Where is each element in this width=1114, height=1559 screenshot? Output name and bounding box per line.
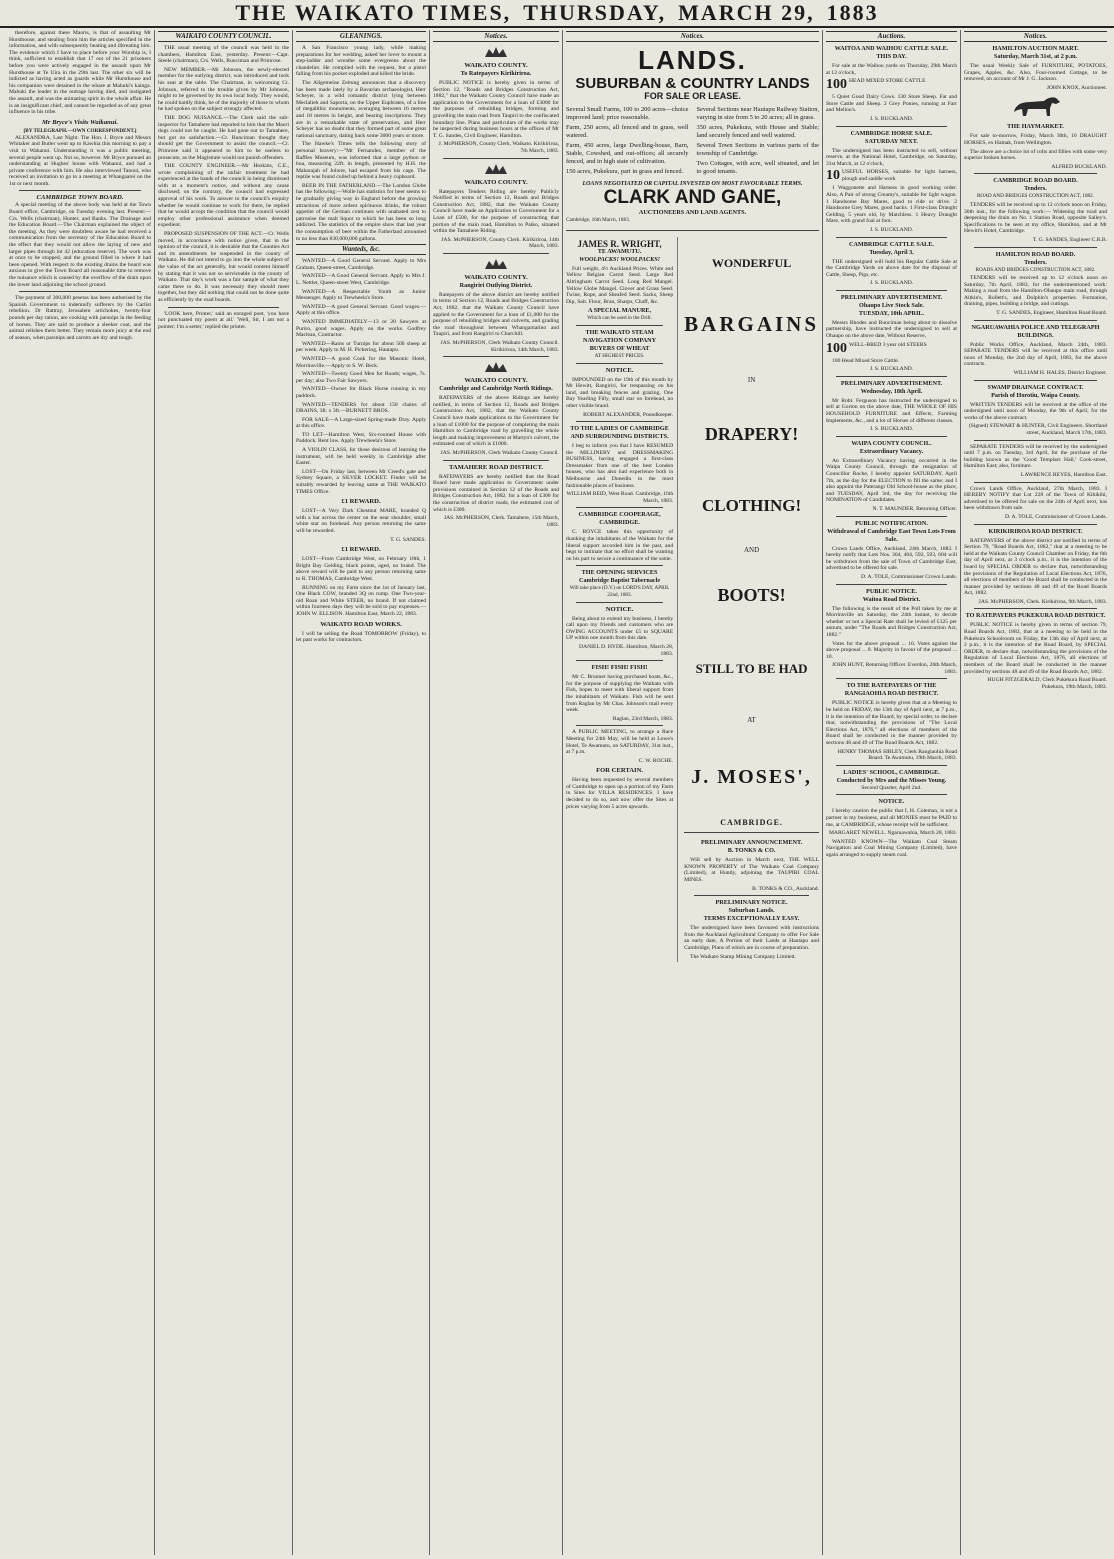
ngaruawahia-heading: NGARUAWAHIA POLICE AND TELEGRAPH BUILDINGS. [971, 323, 1100, 339]
auction-mart-text: The usual Weekly Sale of FURNITURE, POTATOES, Grapes, Apples, &c. Also, Four-roomed Cottage, to be removed, on account of Mr J. G. Jackson. [964, 63, 1107, 83]
kirikiriroa-text: RATEPAYERS of the above district are notified in terms of Section 79, "Road Boards Act, 1882," that at a meeting to be held at the Waikato County Council Chamber on Friday, the 6th day of April next, at 3 o'clock p.m., it is the intention of the board by SPECIAL ORDER to declare that, notwithstanding the provisions of the Regulation of Local Elections Act, 1876, all elections of members of the Board shall be conducted in the manner provided by sections 48 and 49 of the Road Boards Act, 1882. [964, 537, 1107, 597]
lands-right-list [697, 104, 820, 178]
county-notice-signature: JAS. McPHERSON, County Clerk. Kirikiriroa, 14th March, 1883. [441, 236, 559, 250]
divider [19, 291, 141, 292]
town-board-article: A special meeting of the above body was held at the Town Board office, Cambridge, on Tuesday evening last. Present:—Crs. Wells (chairman), Hunter, and Banks. The Drainage and the Education Board.—The Chairman explained the object of the meeting. As they were doubtless aware he had received a communication from the secretary of the Education Board to the effect that they would not allow the laying of new and larger pipes through lot 42 (education reserve). The work was at once to be stopped, and the ground filled in where it had been opened. With respect to the existing drains the board was anxious to give the Town Board all reasonable time to remove the nuisance which is caused by the overflow of the drain upon the lower land adjoining the school ground. [9, 202, 151, 288]
wright-location: TE AWAMUTU. [597, 247, 642, 255]
column-6 [823, 30, 961, 1555]
land-item: 350 acres, Pukekura, with House and Stable; land securely fenced and well watered. [696, 123, 819, 139]
notices-header: Notices. [964, 31, 1107, 42]
rangiaohia-heading: TO THE RATEPAYERS OF THE RANGIAOHIA ROAD DISTRICT. [844, 682, 939, 698]
services-subheading: Cambridge Baptist Tabernacle [579, 577, 661, 585]
tonks-signature: B. TONKS & CO., Auckland. [752, 885, 819, 892]
cattle-sale-day: THIS DAY. [876, 53, 907, 60]
column-1 [6, 30, 155, 1555]
services-heading: THE OPENING SERVICES [581, 569, 658, 577]
wanted-ad: LOST—On Friday last, between Mr Creed's gate and Sydney Square, a SILVER LOCKET. Finder will be suitably rewarded by leaving same at THE WAIKATO TIMES Office. [296, 468, 426, 495]
tamahere-text: RATEPAYERS are hereby notified that the Road Board have made application to Government under provisions contained in Section 12 of the Roads and Bridges Construction Act, 1882, for a loan of £300 for the construction of district roads, the estimated cost of which is £300. [433, 473, 559, 513]
road-works-text: I will be selling the Road TOMORROW (Friday), to let past works for contractors. [296, 630, 426, 644]
auction-mart-day: Saturday, March 31st, at 2 p.m. [993, 53, 1078, 60]
caution-signature: MARGARET NEWELL. Ngaruawahia, March 28, 1883. [828, 830, 957, 837]
county-notice-signature: JAS. McPHERSON, Clerk Waikato County Council. [440, 449, 559, 456]
lead-article: therefore, against these Maoris, is that of assaulting Mr Hursthouse, and stealing from him the articles specified in the information, and with subsequently beating and illtreating him. The evidence which I have to place before your Worship is, I think, sufficient to establish that 17 out of the 21 prisoners before you were actively engaged in the assault upon Mr Hursthouse at Te Uira in the 29th last. The other six will be indicted as having acted as guards while Mr Hursthouse and his companion were detained in the whare at Mahuki's kainga. Mahuki the leader in the outrage having died, and instigated the assault, and was the animating spirit in the whole affair. He is an insignificant chief, and cannot be regarded as of any great influence in his tribe. [9, 30, 151, 116]
divider [836, 126, 947, 127]
divider [576, 363, 663, 364]
rangiaohia-signature: HENRY THOMAS SIBLEY, Clerk Rangiaohia Road Board. Te Awamutu, 19th March, 1883. [837, 748, 957, 762]
boots-word: BOOTS! [717, 584, 786, 605]
notices-header: Notices. [566, 31, 819, 42]
pukekura-heading: TO RATEPAYERS PUKEKURA ROAD DISTRICT. [965, 612, 1106, 620]
public-notice-subheading: Waitoa Road District. [862, 595, 921, 603]
columns [6, 30, 1110, 1555]
land-item: Several Small Farms, 100 to 200 acres—choice improved land; price reasonable. [566, 105, 689, 121]
tenders-subheading: Tenders. [1024, 258, 1047, 266]
county-notice-subheading: Rangiriri Outlying District. [459, 281, 533, 289]
notices-header: Notices. [433, 31, 559, 42]
hyde-notice-text: Being about to extend my business, I hereby call upon my friends and customers who are OWING ACCOUNTS under £5 to SQUARE UP within one month from this date. [566, 615, 674, 642]
auctions-header: Auctions. [826, 31, 957, 42]
kirikiriroa-heading: KIRIKIRIROA ROAD DISTRICT. [988, 527, 1083, 535]
wanted-ad: A VIOLIN CLASS, for those desirous of learning the instrument, will be held weekly in Cambridge after Easter. [296, 447, 426, 467]
prelim-ad-heading: PRELIMINARY ADVERTISEMENT. [840, 379, 943, 387]
hyde-notice-signature: DANIEL D. HYDE. Hamilton, March 28, 1883. [579, 643, 674, 657]
horse-sale-heading: CAMBRIDGE HORSE SALE. [850, 129, 933, 137]
ladies-signature: WILLIAM REID, West Road. Cambridge, 16th March, 1883. [566, 491, 674, 504]
divider [836, 237, 947, 238]
gleaning-paragraph: BEER IN THE FATHERLAND.—The London Globe has the following:—Wolle has statistics for beer seems to be gradually giving way in England before the growing attractions of more ardent spirituous drinks, the robust appetite of the German continues with unabated zest to patronise the malt liquor to which he has been so long addicted. The statistics of the empire show that last year the consumption of beer within the Fatherland amounted to no less than 830,000,000 gallons. [296, 182, 426, 242]
reward-amount: £1 [341, 546, 348, 554]
land-item: Several Town Sections in various parts of the township of Cambridge. [696, 141, 819, 157]
waipa-subheading: Extraordinary Vacancy. [859, 447, 924, 455]
clothing-word: CLOTHING! [701, 496, 802, 516]
lot-number: 100 [826, 78, 847, 93]
cambridge-road-board-heading: CAMBRIDGE ROAD BOARD. [993, 177, 1078, 185]
separate-tenders-signature: LAWRENCE REYES, Hamilton East. [1020, 471, 1107, 478]
land-item: Two Cottages, with acre, well situated, and let to good tenants. [696, 159, 819, 175]
public-notice-votes: Votes for the above proposal ... 10. Votes against the above proposal ... 0. Majority in favour of the proposal ... 10. [826, 640, 957, 660]
terms-heading: TERMS EXCEPTIONALLY EASY. [703, 915, 800, 923]
prelim-ad-heading: PRELIMINARY ADVERTISEMENT. [840, 293, 943, 301]
road-works-heading: WAIKATO ROAD WORKS. [320, 620, 402, 628]
wanteds-heading: Wanteds, &c. [296, 244, 426, 255]
in-word: IN [747, 375, 756, 384]
wanted-ad: WANTED—A good General Servant. Good wages.—Apply at this office. [296, 303, 426, 317]
crest-icon [483, 162, 509, 176]
lands-listings [566, 104, 819, 178]
cambridge-town-board-heading: CAMBRIDGE TOWN BOARD. [36, 194, 124, 202]
separate-tenders-text: SEPARATE TENDERS will be received by the undersigned until 7 p.m. on Tuesday, 3rd April, for the purchase of the building known as the 'Good Templars Hall,' Cook-street, Hamilton East; also, furniture. [964, 443, 1107, 470]
wanted-ad: WANTED IMMEDIATELY—13 or 20 Sawyers at Puriro, good wages. Apply on the works. Godfrey Maclean, Contractor. [296, 318, 426, 339]
fish-signature: Raglan, 23rd March, 1883. [612, 715, 674, 722]
horse-icon [1006, 94, 1066, 120]
divider [19, 190, 141, 191]
divider [836, 794, 947, 795]
ohaupo-heading: Ohaupo Live Stock Sale. [859, 301, 924, 309]
rangiaohia-text: PUBLIC NOTICE is hereby given that at a Meeting to be held on FRIDAY, the 13th day of April next, at 7 p.m., it is the intention of the Board, by special order, to declare that, notwithstanding the provisions of "The Local Elections Act, 1876," all elections of members of the Board shall be conducted in the manner provided by sections 48 and 49 of The Road Boards Act, 1882. [826, 700, 957, 747]
crest-icon [483, 360, 509, 374]
masthead [0, 0, 1114, 28]
divider [684, 832, 819, 833]
lot-number: 10 [826, 169, 840, 184]
printer-anecdote: 'LOOK here, Printer,' said an enraged poet, 'you have not punctuated my poem at all.' 'Well, Sir, I am not a pointer; I'm a setter,' replied the printer. [158, 310, 289, 330]
column-3 [293, 30, 430, 1555]
notification-text: Crown Lands Office, Auckland, 24th March, 1883. I hereby notify that Lots Nos. 304, 404, 592, 593, 604 will be withdrawn from the sale of Town of Cambridge East, advertised to be offered for sale. [826, 545, 957, 572]
divider [836, 516, 947, 517]
caution-heading: NOTICE. [878, 798, 905, 806]
lot-description: WELL-BRED 3 year old STEERS [849, 341, 927, 348]
swamp-text: WRITTEN TENDERS will be received at the office of the undersigned until noon of Monday, the 9th of April, for the works of the above contract. [964, 401, 1107, 421]
wednesday-text: Mr Robt. Ferguson has instructed the undersigned to sell at Gorton on the above date, THE WHOLE OF HIS HOUSEHOLD FURNITURE and Effects, Farming Implements, &c., and a lot of Horses of different classes. [826, 397, 957, 424]
auction-mart-signature: JOHN KNOX, Auctioneer. [1046, 84, 1107, 91]
prelim-notice-heading: PRELIMINARY NOTICE. [715, 899, 788, 907]
auctioneer-name: J. S. BUCKLAND. [869, 366, 914, 373]
column-2 [155, 30, 293, 1555]
masthead-year: 1883 [826, 0, 879, 25]
county-notice-subheading: Cambridge and Cambridge North Ridings. [439, 385, 553, 393]
for-certain-heading: FOR CERTAIN. [596, 767, 644, 775]
bargains-word: BARGAINS [684, 311, 819, 336]
wanted-ad: WANTED—A Good General Servant. Apply to Mrs Graham, Queen-street, Cambridge. [296, 258, 426, 271]
ladies-text: I beg to inform you that I have RESUMED the MILLINERY and DRESSMAKING BUSINESS, having engaged a first-class Dressmaker from one of the best London houses, who has also had experience both in Melbourne and Dunedin in the most fashionable places of business. [566, 443, 674, 489]
wanted-ad: WANTED—Rams or Turnips for about 500 sheep at per week. Apply to M. H. Pickering, Hautapu. [296, 340, 426, 354]
tamahere-heading: TAMAHERE ROAD DISTRICT. [448, 463, 544, 471]
horse-sale-day: SATURDAY NEXT. [865, 137, 918, 145]
divider [443, 460, 549, 461]
county-notice-heading: WAIKATO COUNTY. [464, 178, 528, 186]
tender-text: TENDERS will be received up to 12 o'clock noon on Friday, 30th inst., for the following work:— Widening the road and deepening the drain on No. 1 Station Road, opposite Salley's. Specifications to be seen at my office, Hamilton, and at Mr Hewitt's Hotel, Cambridge. [964, 201, 1107, 235]
auctioneer-name: J. S. BUCKLAND. [869, 226, 914, 233]
council-paragraph: THE COUNTY ENGINEER.—Mr Hoskins, C.E., wrote complaining of the unfair treatment he had experienced at the hands of the council in being dismissed with at a moment's notice, and without any cause disclosed; on the contrary, the council had expressed approval of his work. To answer to the council's enquiry whether he would continue to work for them, he replied that he would accept the condition that the council would employ other professional assistance when deemed expedient. [158, 163, 289, 229]
pukekura-text: PUBLIC NOTICE is hereby given in terms of section 79, Road Boards Act, 1882, that at a meeting to be held in the Pukekura Schoolroom on Friday, the 13th day of April next, at 2 p.m., it is the intention of the Road Board, by SPECIAL ORDER, to declare that, notwithstanding the provisions of the Regulation of Local Elections Act, 1876, all elections of members of the Board shall be conducted in the manner provided by sections 48 and 49 of the Road Boards Act, 1882. [964, 622, 1107, 675]
race-meeting-text: A PUBLIC MEETING, to arrange a Race Meeting for 24th May, will be held at Lowe's Hotel, Te Awamutu, on SATURDAY, 31st inst., at 7 p.m. [566, 729, 674, 756]
wright-heading: JAMES R. WRIGHT, [577, 238, 662, 249]
divider [836, 436, 947, 437]
county-council-heading: WAIKATO COUNTY COUNCIL. [158, 31, 289, 42]
ohaupo-text: Messrs Rhodes and Runciman being about to dissolve partnership, have instructed the undersigned to sell at Ohaupo on the above date, Without Reserve, [826, 319, 957, 340]
horse-sale-text: The undersigned has been instructed to sell, without reserve, at the National Hotel, Cambridge, on Saturday, 31st March, at 12 o'clock, [826, 147, 957, 167]
clark-gane-date: Cambridge, 16th March, 1883. [566, 217, 630, 224]
land-item: Farm, 250 acres, all fenced and in grass, well watered. [566, 123, 689, 139]
waipa-text: An Extraordinary Vacancy having occurred in the Waipa County Council, through the resignation of Councillor Roche, I hereby appoint SATURDAY, April 7th, as the day for the ELECTION to fill the same; and I also appoint the Paterangi Old School-house as the place, and TUESDAY, April 3rd, the day for receiving the NOMINATION of Candidates. [826, 457, 957, 504]
fish-text: Mr C. Brunner having purchased boats, &c., for the purpose of supplying the Waikato with Fish, hopes to meet with liberal support from the inhabitants of Waikato. Fish will be sent from Raglan by Mr Chas. Johnson's mail every week. [566, 674, 674, 714]
column-4 [430, 30, 563, 1555]
column-5 [563, 30, 823, 1555]
act-line: ROADS AND BRIDGES CONSTRUCTION ACT, 1882. [975, 266, 1096, 273]
kirikiriroa-signature: JAS. McPHERSON, Clerk. Kirikiriroa, 9th March, 1883. [978, 598, 1107, 605]
tender-text: TENDERS will be received up to 12 o'clock noon on Saturday, 7th April, 1883, for the undermentioned work: Making a road from the Hamilton-Ohaupo main road, through Aitkin's, Rollett's, and Dolphin's properties. Formation, draining, pipes, building a bridge, and cuttings. [964, 275, 1107, 308]
reward-text: LOST—From Cambridge West, on February 18th, 1 Bright Bay Gelding, black points, aged, no brand. The above reward will be paid to any person returning same to R. THOMAS, Cambridge West. [296, 556, 426, 582]
gleaning-paragraph: A San Francisco young lady, while making preparations for her wedding, asked her lover to mount a step-ladder and wreathe some evergreens about the chandelier. He complied with the request, but a pistol falling from his pocket exploded and killed the bride. [296, 45, 426, 78]
land-item: Several Sections near Hautapu Railway Station, varying in size from 5 to 20 acres; all in grass. [696, 105, 819, 121]
ladies-school-heading: LADIES' SCHOOL, CAMBRIDGE. [843, 768, 940, 776]
crest-icon [483, 45, 509, 59]
notification-subheading: Withdrawal of Cambridge East Town Lots From Sale. [827, 527, 956, 543]
crown-lands-text: Crown Lands Office, Auckland, 27th March, 1883. I HEREBY NOTIFY that Lot 228 of the Town of Kihikihi, advertised to be offered for sale on the 24th of April next, has been withdrawn from sale. [964, 485, 1107, 512]
running-notice: RUNNING on my Farm since the 1st of January last, One Black COW, branded 3Q on rump. One Two-year-old Roan and White STEER, no brand. If not claimed within fourteen days they will be sold to pay expenses.—JOHN W. ELLISON. Hamilton East, March 22, 1883. [296, 584, 426, 617]
ngaruawahia-signature: WILLIAM H. HALES, District Engineer. [1013, 370, 1107, 377]
divider [836, 584, 947, 585]
prelim-heading: PRELIMINARY ANNOUNCEMENT. [700, 839, 803, 847]
county-notice-text: Ratepayers Tenders Riding are hereby Publicly Notified in terms of Section 12, Roads and Bridges Construction Act, 1882, that the Waikato County Council have made an Application to Government for a Loan of £500, for the purpose of constructing that portion of the main road, Hamilton to Paiko, situated within the Tamahere Riding. [433, 188, 559, 235]
reward-text: LOST—A Very Dark Chestnut MARE, branded Q with a bar across the center on the near shoulder, small white star on forehead. Any person returning the same will be rewarded. [296, 508, 426, 534]
cattle-sale-heading: CAMBRIDGE CATTLE SALE. [849, 240, 934, 248]
reward-label: REWARD. [349, 546, 381, 554]
auctioneer-name: J. S. BUCKLAND. [869, 426, 914, 433]
divider [974, 247, 1097, 248]
hyde-notice-heading: NOTICE. [605, 605, 634, 613]
cooperage-subheading: CAMBRIDGE. [599, 519, 640, 527]
tonks-heading: B. TONKS & CO. [727, 847, 776, 855]
public-notice-text: The following is the result of the Poll taken by me at Morrinsville on Saturday, the 24th instant, to decide whether or not a Special Rate shall be levied of £125 per annum, under "The Roads and Bridges Construction Act, 1882." [826, 605, 957, 638]
lot-number: 100 [826, 341, 847, 356]
divider [836, 376, 947, 377]
clark-gane-subtitle: AUCTIONEERS AND LAND AGENTS. [638, 209, 747, 217]
horse-sale-lot [826, 169, 957, 183]
reward-heading [296, 498, 426, 506]
impound-text: IMPOUNDED on the 19th of this month by Mr Hewitt, Rangiriri, for trespassing on his land, and breaking fences and grazing, One Bay Yearling Filly, small star on forehead, no other visible brand. [566, 376, 674, 409]
divider [974, 173, 1097, 174]
bryce-heading: Mr Bryce's Visits Waikanui. [42, 118, 118, 126]
auction-mart-heading: HAMILTON AUCTION MART. [992, 45, 1079, 52]
ladies-school-text: Second Quarter, April 2nd. [861, 784, 922, 791]
divider [576, 507, 663, 508]
ladies-heading: TO THE LADIES OF CAMBRIDGE AND SURROUNDING DISTRICTS. [570, 425, 669, 441]
moses-word: J. MOSES', [691, 765, 812, 788]
still-to-be-had: STILL TO BE HAD [695, 660, 808, 676]
gleanings-heading: GLEANINGS. [296, 31, 426, 42]
divider [576, 602, 663, 603]
gleaning-paragraph: The Allgemeine Zeitung announces that a discovery has been made lately by a Bavarian archaeologist, Herr Scheyer, in a wild romantic district lying between Meclalieh and Saporta, on the Upper Euphrates, of a line of megalithic monuments, averaging between 16 metres and 18 metres in height, and bearing inscriptions. They are in a remarkable state of preservation, and Herr Scheyer has no doubt that they formed part of some great national sanctuary, dating back some 3000 years or more. [296, 79, 426, 139]
divider [168, 307, 279, 308]
and-word: AND [743, 546, 760, 555]
divider [566, 230, 819, 231]
divider [443, 356, 549, 357]
council-paragraph: PROPOSED SUSPENSION OF THE ACT.—Cr. Wells moved, in accordance with notice given, that in the opinion of the council, it is desirable that the Counties Act and its amendments be suspended in the county of Waikato. He did not intend to go into the whole subject of the value of the act generally, but would content himself by stating that it was not so serviceable in the county of Waikato. That day's work was a fair sample of what they came there to do. It was necessary they should meet together, but they did nothing that could not be done quite as efficiently by the road boards. [158, 231, 289, 303]
column-5-split [566, 237, 819, 962]
crown-lands-signature: D. A. TOLE, Commissioner of Crown Lands. [1004, 513, 1107, 520]
waipa-heading: WAIPA COUNTY COUNCIL. [851, 439, 932, 447]
lands-left-list [566, 104, 689, 178]
wanted-known-text: WANTED KNOWN—The Waikato Coal Steam Navigation and Coal Mining Company (Limited), have again arranged to supply steam coal. [826, 838, 957, 858]
cattle-sale-text: THE undersigned will hold his Regular Cattle Sale at the Cambridge Yards on above date for the disposal of Cattle, Sheep, Pigs, etc. [826, 258, 957, 278]
lands-ad [566, 45, 819, 224]
divider [974, 482, 1097, 483]
wanted-ad: WANTED—TENDERS for about 150 chains of DRAINS, 3ft. x 3ft.—BURNETT BROS. [296, 401, 426, 415]
county-notice-signature: J. McPHERSON, County Clerk, Waikato. Kirikiriroa, 7th March, 1883. [438, 141, 559, 154]
cattle-sale-heading: WAITOA AND WAIHOU CATTLE SALE. [834, 45, 949, 52]
terms-text: The undersigned have been favoured with instructions from the Auckland Agricultural Company to offer For Sale an early date, A Portion of their Lands at Hautapu and Cambridge, Plans of which are in course of preparation. [684, 925, 819, 951]
county-notice-subheading: To Ratepayers Kirikiriroa. [460, 70, 532, 77]
cattle-sale-list: 5 Quiet Good Dairy Cows. 130 Store Sheep. Fat and Store Cattle and Sheep. 2 Grey Ponies, running at Farr and Mellon's. [826, 94, 957, 114]
impound-signature: ROBERT ALEXANDER, Poundkeeper. [583, 411, 674, 418]
divider [974, 320, 1097, 321]
wanted-ad: TO LET—Hamilton West, Six-roomed House with Paddock. Rent low. Apply Trewheela's Store. [296, 431, 426, 445]
reward-heading [296, 546, 426, 554]
clark-gane-title: CLARK AND GANE, [603, 187, 782, 209]
column-5-right [684, 237, 819, 962]
swamp-subheading: Parish of Horotiu, Waipa County. [991, 391, 1080, 399]
gleaning-paragraph: The Hawke's Times tells the following story of personal bravery:—"Mr Fernandez, member of the Raffles Museum, was informed that a large python or boa, measuring 22ft. in length, presented by H.H. the Maharajah of Johore, had escaped from his cage. The reptile was found coiled up behind a heavy cupboard. [296, 141, 426, 181]
county-notice-heading: WAIKATO COUNTY. [464, 273, 528, 281]
ohaupo-list: 100 Head Mixed Store Cattle. [832, 357, 899, 364]
land-item: 150 acres, Pukekura, part in grass and fenced. [566, 167, 684, 175]
steam-text: AT HIGHEST PRICES. [594, 352, 645, 359]
divider [576, 325, 663, 326]
wonderful-word: WONDERFUL [711, 255, 792, 270]
council-paragraph: THE usual meeting of the council was held in the chambers, Hamilton East, yesterday. Present:—Capt. Steele (chairman), Crs. Wells, Runciman and Primrose. [158, 45, 289, 65]
swamp-heading: SWAMP DRAINAGE CONTRACT. [987, 383, 1084, 391]
reward-signature: T. G. SANDES. [390, 536, 426, 543]
tamahere-signature: JAS. McPHERSON, Clerk. Tamahere, 15th March, 1883. [443, 515, 559, 528]
notification-heading: PUBLIC NOTIFICATION. [855, 519, 928, 527]
county-notice-heading: WAIKATO COUNTY. [464, 62, 528, 69]
swamp-signature: (Signed) STEWART & HUNTER, Civil Engineers. Shortland street, Auckland, March 17th, 1883. [968, 423, 1107, 436]
for-certain-text: Having been requested by several members of Cambridge to open up a portion of my Farm in Sites for VILLA RESIDENCES. I have decided to do so, and now offer the Sites at prices varying from 5 acres upwards. [566, 777, 674, 810]
news-paragraph: The payment of 300,000 pesetas has been authorised by the Spanish Government to indemnify sufferers by the Carlist rebellion. Dr Rattray, Jerusalem artichokes, twenty-four pounds per day ration, are cooking with parsnips in the feeding of horses. They are said to produce a sleeker coat, and the animal relishes them better. They remain more juicy at the end of season, when parsnips and carrots are dry and tough. [9, 295, 151, 341]
act-line: ROAD AND BRIDGES CONSTRUCTION ACT, 1882. [976, 193, 1095, 200]
waipa-signature: N. T. MAUNDER, Returning Officer. [872, 505, 957, 512]
wanted-ad: FOR SALE—A Large-sized Spring-made Dray. Apply at this office. [296, 416, 426, 430]
masthead-day: THURSDAY, [523, 0, 667, 25]
suburban-lands-heading: Suburban Lands. [728, 907, 775, 915]
ohaupo-lot [826, 342, 957, 356]
cooperage-text: C. BOYCE takes this opportunity of thanking the inhabitants of the Waikato for the liberal support accorded him in the past, and begs to intimate that no effort shall be wanting on his part to secure a continuance of the same. [566, 529, 674, 562]
crest-icon [483, 257, 509, 271]
impound-heading: NOTICE. [605, 366, 634, 374]
company-line: The Waikato Stamp Mining Company Limited. [690, 953, 796, 960]
divider [836, 678, 947, 679]
lot-description: USEFUL HORSES, suitable for light harness, plough and saddle work [842, 169, 957, 182]
cattle-sale-day: Tuesday, April 3. [869, 248, 914, 256]
cambridge-word: CAMBRIDGE. [720, 817, 783, 827]
masthead-date: MARCH 29, [678, 0, 815, 25]
county-notice-heading: WAIKATO COUNTY. [464, 377, 528, 385]
wanted-ad: WANTED—A good Cook for the Masonic Hotel, Morrinsville.—Apply to S. W. Beck. [296, 355, 426, 369]
cooperage-heading: CAMBRIDGE COOPERAGE, [578, 511, 661, 519]
county-notice-signature: JAS. McPHERSON, Clerk Waikato County Council. Kirikiriroa, 14th March, 1883. [440, 340, 559, 353]
steam-heading: THE WAIKATO STEAM NAVIGATION COMPANY [583, 328, 657, 344]
notification-signature: D. A. TOLE, Commissioner Crown Lands. [861, 573, 957, 580]
divider [576, 725, 663, 726]
lands-subtitle: SUBURBAN & COUNTRY LANDS [575, 75, 810, 92]
wanted-ad: WANTED—A Good General Servant. Apply to Mrs J. L. Nettlet, Queen-street West, Cambridge. [296, 273, 426, 286]
divider [974, 440, 1097, 441]
lands-subtitle-2: FOR SALE OR LEASE. [644, 91, 741, 101]
council-paragraph: NEW MEMBER.—Mr Johnson, the newly-elected member for the outlying district, was introduced and took his seat at the table. The Chairman, in welcoming Cr. Johnson, referred to the trouble given by Mr Johnson, might to be governed by its own local body. They would, he could hardly think, be of the majority of those to whom he had spoken on the subject strongly affected. [158, 66, 289, 113]
haymarket-text: For sale to-morrow, Friday, March 30th, 10 DRAUGHT HORSES, ex Hamak, from Wellington. [964, 133, 1107, 146]
drapery-word: DRAPERY! [704, 424, 799, 445]
services-text: Will take place (D.V.) on LORD'S DAY, APRIL 22nd, 1883. [569, 585, 670, 598]
divider [974, 380, 1097, 381]
council-paragraph: THE DOG NUISANCE.—The Clerk said the sub-inspector for Tamahere had reported to him that the Maori dogs could not be caught. He had gone out to Tamahere, but got no satisfaction.—Cr. Runciman thought they should get the Government to assist the council.—Cr. Primrose said it appeared to him to be useless to prosecute, as the Magistrate would not punish offenders. [158, 114, 289, 161]
lands-title: LANDS. [638, 45, 747, 75]
bryce-subheading: [BY TELEGRAPH.—OWN CORRESPONDENT.] [23, 127, 137, 134]
divider [974, 608, 1097, 609]
divider [694, 895, 809, 896]
public-notice-heading: PUBLIC NOTICE. [866, 587, 917, 595]
haymarket-text: The above are a choice lot of colts and fillies with some very superior broken horses. [964, 148, 1107, 162]
tenders-subheading: Tenders. [1024, 185, 1047, 193]
lot-description: HEAD MIXED STORE CATTLE [849, 78, 926, 85]
manure-text: Which can be used in the Drill. [587, 315, 652, 322]
wednesday-heading: Wednesday, 18th April. [860, 387, 923, 395]
column-7 [961, 30, 1110, 1555]
tender-signature: T. G. SANDES, Engineer, Hamilton Road Board. [996, 310, 1107, 317]
ohaupo-day: TUESDAY, 10th APRIL. [858, 309, 925, 317]
divider [443, 253, 549, 254]
wanted-ad: WANTED—Owner for Black Horse running in my paddock. [296, 386, 426, 399]
horse-sale-list: 1 Waggonette and Harness in good working order. Also, A Pair of strong Creamy's, suitable for light wagon. 1 Handsome Bay Mares, good to ride or drive. 2 Handsome Grey Mares, good hacks. 1 First-class Draught Gelding, 5 years old, by Matchless. 1 Heavy Draught Mare, with grand foal at foot. [826, 185, 957, 225]
pukekura-signature: HUGH FITZGERALD, Clerk Pukekura Road Board. Pukekura, 19th March, 1883. [987, 677, 1107, 690]
at-word: AT [747, 715, 756, 724]
haymarket-signature: ALFRED BUCKLAND. [1051, 163, 1107, 170]
county-notice-text: RATEPAYERS of the above Ridings are hereby notified, in terms of Section 12, Roads and Bridges Construction Act, 1882, that the Waikato County Council have made applications to the Government for a loan of £1000 for the purpose of completing the main Hamilton to Cambridge road by gravelling the whole length and making improvement at Martyn's culvert, the estimated cost of which is £1000. [433, 395, 559, 448]
divider [836, 290, 947, 291]
cattle-sale-lot [826, 78, 957, 92]
steam-subheading: BUYERS OF WHEAT [589, 344, 650, 352]
land-item: Farm, 450 acres, large Dwelling-house, Barn, Stable, Cowshed, and out-offices; all securely fenced, and in high state of cultivation. [566, 141, 689, 165]
reward-label: REWARD. [349, 498, 381, 506]
cattle-sale-text: For sale at the Waihou yards on Thursday, 29th March at 12 o'clock, [826, 63, 957, 76]
masthead-paper: THE WAIKATO TIMES, [235, 0, 512, 25]
divider [576, 660, 663, 661]
public-notice-signature: JOHN HUNT, Returning Officer. Everdon, 26th March, 1883. [831, 662, 957, 675]
hamilton-road-board-heading: HAMILTON ROAD BOARD. [995, 250, 1076, 258]
bryce-article: ALEXANDRA, Last Night. The Hon. J. Bryce and Messrs Whitaker and Butler went up to Kawhia this morning to pay a visit to Wahanui. Understanding it was a public meeting, several people went up. Not so, however. Mr Bryce pursued an understanding at Hughes' house with Wahanui, and had a private conference with him. He also interviewed Tanoui, who received an invitation to go to a meeting at Whangaarei on the 1st or next month. [9, 134, 151, 187]
tender-signature: T. G. SANDES, Engineer C.R.B. [1032, 236, 1107, 243]
race-meeting-signature: C. W. ROCHE. [638, 757, 674, 764]
county-notice-text: Ratepayers of the above district are hereby notified in terms of Section 12, Roads and Bridges Construction Act, 1882, that the Waikato County Council have applied to the Government for a loan of £1,000 for the purpose of rebuilding bridges and culverts, and grading the road throughout between Whangamarino and Taupiri, and from Rangiriri to Churchill. [433, 291, 559, 338]
reward-amount: £1 [341, 498, 348, 506]
divider [576, 421, 663, 422]
wanted-ad: WANTED—A Respectable Youth as Junior Messenger. Apply to Trewheela's Store. [296, 288, 426, 302]
ngaruawahia-text: Public Works Office, Auckland, March 24th, 1883. SEPARATE TENDERS will be received at this office until noon of Monday, the 2nd day of April, 1883, for the above contracts. [964, 341, 1107, 368]
caution-text: I hereby caution the public that I, H. Coleman, is not a partner in my business, and all MONIES must be PAID to me, at CAMBRIDGE, whose receipt will be sufficient. [826, 808, 957, 828]
manure-heading: A SPECIAL MANURE, [588, 307, 652, 315]
divider [836, 765, 947, 766]
divider [443, 158, 549, 159]
divider [974, 524, 1097, 525]
ladies-school-subheading: Conducted by Mrs and the Misses Young. [836, 776, 947, 784]
fish-heading: FISH! FISH! FISH! [591, 664, 648, 672]
wright-text: Full weight, 4½ Auckland Prices. White and Yellow Belgian Carrot Seed. Large Red Altringham Carrot Seed. Long Red Mangel. Yellow Globe Mangel. Clover and Grass Seed. Twine, Rope, and Sheafed Seed. Sacks, Sheep Dip, Salt. Flour, Bran, Sharps, Chaff, &c. [566, 265, 674, 305]
county-notice-text: PUBLIC NOTICE is hereby given in terms of Section 12, "Roads and Bridges Construction Act, 1882," that the Waikato County Council have made an application to the Government for a loan of £3000 for the purposes of rebuilding bridges, forming and gravelling the main road from Taupiri to the confiscated boundary line. Plans and particulars of the works may be inspected during business hours at the offices of Mr T. G. Sandes, Civil Engineer, Hamilton. [433, 80, 559, 139]
auctioneer-name: J. S. BUCKLAND. [869, 280, 914, 287]
column-5-left [566, 237, 678, 962]
auctioneer-name: J. S. BUCKLAND. [869, 115, 914, 122]
tonks-text: Will sell by Auction in March next, THE WELL KNOWN PROPERTY of The Waikato Coal Company (Limited), at Huntly, adjoining the TAUPIRI COAL MINES. [684, 857, 819, 883]
wanted-ad: WANTED—Twenty Good Men for Roads; wages, 7s. per day; also Two Fair Sawyers. [296, 371, 426, 384]
loans-line: LOANS NEGOTIATED OR CAPITAL INVESTED ON MOST FAVOURABLE TERMS. [582, 180, 803, 187]
haymarket-heading: THE HAYMARKET. [1007, 123, 1064, 131]
divider [576, 565, 663, 566]
woolpacks-line: WOOLPACKS! WOOLPACKS! [579, 255, 661, 263]
